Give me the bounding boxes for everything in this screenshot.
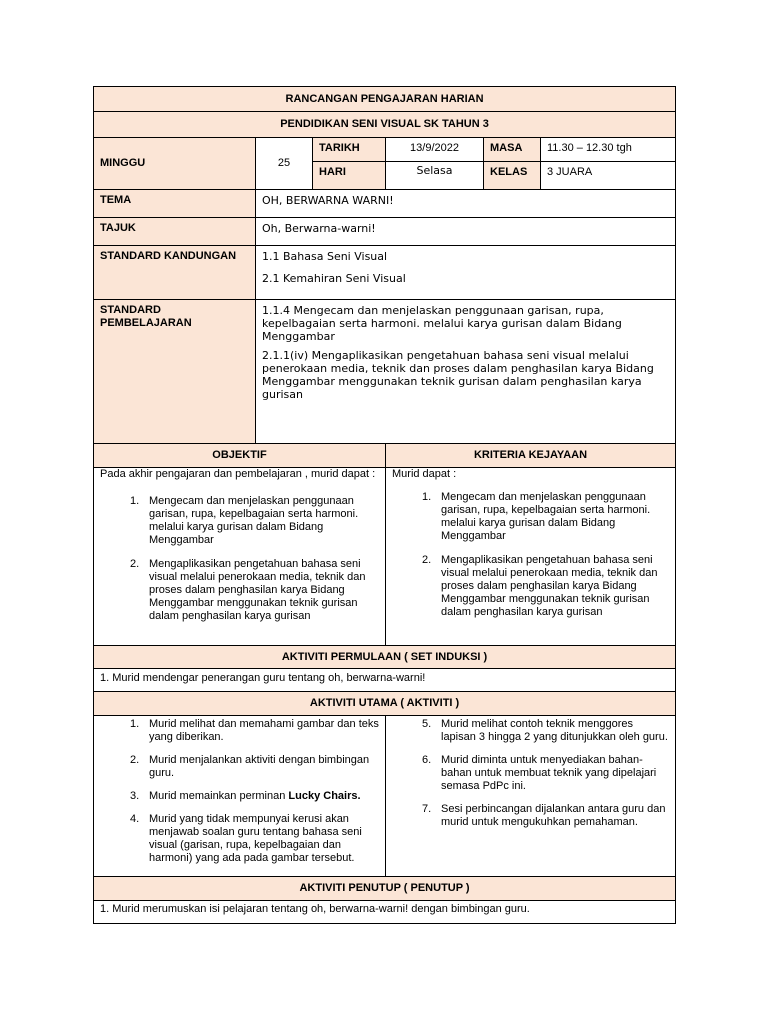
plan-subtitle: PENDIDIKAN SENI VISUAL SK TAHUN 3 xyxy=(94,112,676,138)
hari-label: HARI xyxy=(313,162,386,190)
list-item: 2. Mengaplikasikan pengetahuan bahasa seni visual melalui penerokaan media, teknik dan proses dalam penghasilan karya Bidang Menggambar menggunakan teknik gurisan dalam penghasilan karya gurisan xyxy=(422,554,658,618)
objektif-intro: Pada akhir pengajaran dan pembelajaran , murid dapat : xyxy=(100,468,376,480)
kriteria-heading: KRITERIA KEJAYAAN xyxy=(386,444,676,468)
hari-value: Selasa xyxy=(386,162,484,190)
list-item: 3. Murid memainkan perminan Lucky Chairs. xyxy=(130,790,361,802)
tema-value: OH, BERWARNA WARNI! xyxy=(256,190,676,218)
tarikh-label: TARIKH xyxy=(313,138,386,162)
minggu-label: MINGGU xyxy=(94,138,256,190)
minggu-value: 25 xyxy=(256,138,313,190)
tarikh-value: 13/9/2022 xyxy=(386,138,484,162)
standard-kandungan-item: 2.1 Kemahiran Seni Visual xyxy=(262,272,406,285)
kriteria-intro: Murid dapat : xyxy=(392,468,457,480)
standard-kandungan-item: 1.1 Bahasa Seni Visual xyxy=(262,250,388,263)
objektif-content xyxy=(94,468,386,646)
kelas-label: KELAS xyxy=(484,162,541,190)
objektif-heading: OBJEKTIF xyxy=(94,444,386,468)
standard-pembelajaran-item: 1.1.4 Mengecam dan menjelaskan penggunaan garisan, rupa, kepelbagaian serta harmoni. melalui karya gurisan dalam Bidang Menggambar xyxy=(262,304,622,343)
tema-label: TEMA xyxy=(94,190,256,218)
list-item: 2. Murid menjalankan aktiviti dengan bimbingan guru. xyxy=(130,754,370,779)
plan-title: RANCANGAN PENGAJARAN HARIAN xyxy=(94,87,676,112)
kriteria-content xyxy=(386,468,676,646)
list-item: 5. Murid melihat contoh teknik menggores lapisan 3 hingga 2 yang ditunjukkan oleh guru. xyxy=(422,718,668,743)
list-item: 7. Sesi perbincangan dijalankan antara guru dan murid untuk mengukuhkan pemahaman. xyxy=(422,803,666,828)
list-item: 1. Mengecam dan menjelaskan penggunaan garisan, rupa, kepelbagaian serta harmoni. melalui karya gurisan dalam Bidang Menggambar xyxy=(130,495,359,546)
penutup-heading: AKTIVITI PENUTUP ( PENUTUP ) xyxy=(94,877,676,901)
standard-kandungan-content xyxy=(256,246,676,300)
utama-heading: AKTIVITI UTAMA ( AKTIVITI ) xyxy=(94,692,676,716)
list-item: 1. Mengecam dan menjelaskan penggunaan garisan, rupa, kepelbagaian serta harmoni. melalui karya gurisan dalam Bidang Menggambar xyxy=(422,491,651,542)
list-item: 2. Mengaplikasikan pengetahuan bahasa seni visual melalui penerokaan media, teknik dan proses dalam penghasilan karya Bidang Menggambar menggunakan teknik gurisan dalam penghasilan karya gurisan xyxy=(130,558,366,622)
list-item: 4. Murid yang tidak mempunyai kerusi akan menjawab soalan guru tentang bahasa seni visual (garisan, rupa, kepelbagaian dan harmoni) yang ada pada gambar tersebut. xyxy=(130,813,362,864)
standard-pembelajaran-label: STANDARD PEMBELAJARAN xyxy=(94,300,256,444)
permulaan-text: 1. Murid mendengar penerangan guru tentang oh, berwarna-warni! xyxy=(94,669,676,692)
list-item: 1. Murid melihat dan memahami gambar dan teks yang diberikan. xyxy=(130,718,379,743)
utama-left-content xyxy=(94,716,386,877)
standard-pembelajaran-content xyxy=(256,300,676,444)
list-item: 6. Murid diminta untuk menyediakan bahan-bahan untuk membuat teknik yang dipelajari semasa PdPc ini. xyxy=(422,754,657,792)
penutup-text: 1. Murid merumuskan isi pelajaran tentang oh, berwarna-warni! dengan bimbingan guru. xyxy=(94,901,676,924)
permulaan-heading: AKTIVITI PERMULAAN ( SET INDUKSI ) xyxy=(94,646,676,669)
masa-label: MASA xyxy=(484,138,541,162)
standard-kandungan-label: STANDARD KANDUNGAN xyxy=(94,246,256,300)
lesson-plan-table xyxy=(93,86,676,924)
tajuk-value: Oh, Berwarna-warni! xyxy=(256,218,676,246)
masa-value: 11.30 – 12.30 tgh xyxy=(541,138,676,162)
kelas-value: 3 JUARA xyxy=(541,162,676,190)
standard-pembelajaran-item: 2.1.1(iv) Mengaplikasikan pengetahuan bahasa seni visual melalui penerokaan media, teknik dan proses dalam penghasilan karya Bidang Menggambar menggunakan teknik gurisan dalam penghasilan karya gurisan xyxy=(262,349,654,401)
utama-right-content xyxy=(386,716,676,877)
tajuk-label: TAJUK xyxy=(94,218,256,246)
